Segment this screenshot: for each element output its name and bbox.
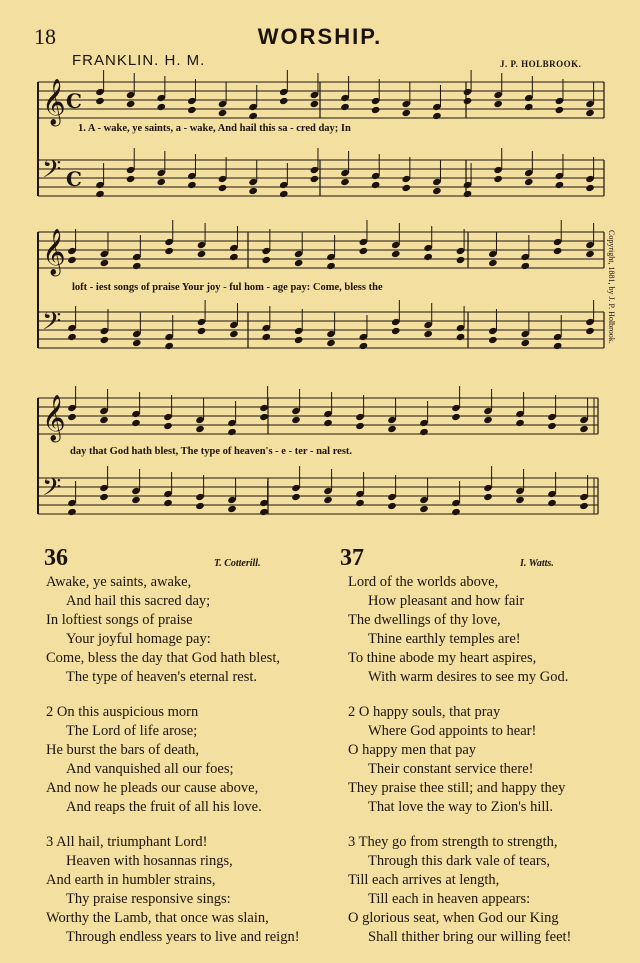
note-head bbox=[579, 425, 589, 433]
note-head bbox=[195, 502, 205, 510]
hymn-line: Your joyful homage pay: bbox=[66, 631, 211, 647]
note-head bbox=[261, 333, 271, 341]
note-head bbox=[132, 339, 142, 347]
hymn-line: Till each in heaven appears: bbox=[368, 891, 531, 907]
bass-clef-icon: 𝄢 bbox=[42, 307, 62, 342]
note-head bbox=[493, 175, 503, 183]
note-head bbox=[259, 508, 269, 516]
note-head bbox=[371, 106, 381, 114]
hymn-line: To thine abode my heart aspires, bbox=[348, 650, 537, 666]
note-head bbox=[488, 336, 498, 344]
hymn-line: 3 All hail, triumphant Lord! bbox=[46, 834, 208, 850]
note-head bbox=[67, 413, 77, 421]
note-head bbox=[126, 175, 136, 183]
note-head bbox=[463, 190, 473, 198]
hymn-line: He burst the bars of death, bbox=[46, 742, 200, 758]
note-head bbox=[359, 342, 369, 350]
stanza bbox=[348, 833, 571, 947]
bass-clef-icon: 𝄢 bbox=[42, 473, 62, 508]
hymn-line: 2 O happy souls, that pray bbox=[348, 704, 501, 720]
note-head bbox=[248, 187, 258, 195]
note-head bbox=[323, 419, 333, 427]
note-head bbox=[279, 190, 289, 198]
lyric-line-3: day that God hath blest, The type of heaven's - e - ter - nal rest. bbox=[70, 446, 353, 457]
note-head bbox=[67, 508, 77, 516]
note-head bbox=[419, 428, 429, 436]
hymn-line: Shall thither bring our willing feet! bbox=[368, 929, 572, 945]
note-head bbox=[163, 499, 173, 507]
stanza bbox=[348, 573, 571, 687]
hymn-author-37: I. Watts. bbox=[520, 558, 554, 569]
note-head bbox=[456, 256, 466, 264]
hymn-line: Awake, ye saints, awake, bbox=[46, 574, 192, 590]
hymn-line: In loftiest songs of praise bbox=[46, 612, 193, 628]
note-head bbox=[131, 419, 141, 427]
common-time-icon: C bbox=[66, 167, 82, 191]
hymn-line: O glorious seat, when God our King bbox=[348, 910, 559, 926]
note-head bbox=[451, 508, 461, 516]
hymn-line: With warm desires to see my God. bbox=[368, 669, 569, 685]
note-head bbox=[355, 499, 365, 507]
section-title: WORSHIP. bbox=[257, 24, 383, 49]
hymn-line: Come, bless the day that God hath blest, bbox=[46, 650, 280, 666]
note-head bbox=[493, 100, 503, 108]
lyric-line-1: 1. A - wake, ye saints, a - wake, And hail this sa - cred day; In bbox=[78, 123, 351, 134]
hymn-line: And hail this sacred day; bbox=[66, 593, 211, 609]
hymn-line: And now he pleads our cause above, bbox=[46, 780, 259, 796]
note-head bbox=[585, 184, 595, 192]
note-head bbox=[131, 496, 141, 504]
note-head bbox=[156, 178, 166, 186]
note-head bbox=[483, 416, 493, 424]
note-head bbox=[156, 103, 166, 111]
note-head bbox=[340, 103, 350, 111]
note-head bbox=[326, 339, 336, 347]
hymn-36-text bbox=[46, 573, 300, 963]
hymn-line: Thine earthly temples are! bbox=[368, 631, 521, 647]
hymn-line: They praise thee still; and happy they bbox=[348, 780, 566, 796]
note-head bbox=[355, 422, 365, 430]
tune-name: FRANKLIN. H. M. bbox=[72, 52, 206, 69]
note-head bbox=[451, 413, 461, 421]
hymn-line: Till each arrives at length, bbox=[348, 872, 500, 888]
note-head bbox=[401, 184, 411, 192]
note-head bbox=[132, 262, 142, 270]
note-head bbox=[100, 336, 110, 344]
hymn-line: Through this dark vale of tears, bbox=[368, 853, 551, 869]
note-head bbox=[520, 262, 530, 270]
note-head bbox=[99, 416, 109, 424]
hymn-line: And earth in humbler strains, bbox=[46, 872, 216, 888]
hymn-line: That love the way to Zion's hill. bbox=[368, 799, 554, 815]
note-head bbox=[67, 256, 77, 264]
note-head bbox=[227, 505, 237, 513]
note-head bbox=[164, 342, 174, 350]
note-head bbox=[456, 333, 466, 341]
hymn-line: The type of heaven's eternal rest. bbox=[66, 669, 258, 685]
page-number: 18 bbox=[34, 24, 56, 49]
note-head bbox=[218, 109, 228, 117]
note-head bbox=[229, 253, 239, 261]
note-head bbox=[100, 259, 110, 267]
copyright-text: Copyright, 1881, by J. P. Holbrook. bbox=[607, 230, 616, 344]
note-head bbox=[579, 502, 589, 510]
bass-clef-icon: 𝄢 bbox=[42, 155, 62, 190]
note-head bbox=[323, 496, 333, 504]
hymn-line: Worthy the Lamb, that once was slain, bbox=[46, 910, 269, 926]
hymn-author-36: T. Cotterill. bbox=[214, 558, 261, 569]
note-head bbox=[359, 247, 369, 255]
note-head bbox=[340, 178, 350, 186]
note-head bbox=[524, 178, 534, 186]
hymn-line: Heaven with hosannas rings, bbox=[66, 853, 233, 869]
note-head bbox=[227, 428, 237, 436]
note-head bbox=[555, 106, 565, 114]
note-head bbox=[585, 327, 595, 335]
note-head bbox=[95, 97, 105, 105]
note-head bbox=[195, 425, 205, 433]
hymn-line: Through endless years to live and reign! bbox=[66, 929, 300, 945]
note-head bbox=[259, 413, 269, 421]
hymn-number-36: 36 bbox=[44, 545, 68, 571]
note-head bbox=[432, 187, 442, 195]
note-head bbox=[524, 103, 534, 111]
note-head bbox=[387, 502, 397, 510]
note-head bbox=[585, 250, 595, 258]
hymn-line: O happy men that pay bbox=[348, 742, 477, 758]
note-head bbox=[553, 247, 563, 255]
note-head bbox=[463, 97, 473, 105]
note-head bbox=[294, 259, 304, 267]
note-head bbox=[488, 259, 498, 267]
hymn-line: The Lord of life arose; bbox=[66, 723, 198, 739]
note-head bbox=[391, 327, 401, 335]
note-head bbox=[515, 496, 525, 504]
note-head bbox=[310, 175, 320, 183]
note-head bbox=[291, 416, 301, 424]
note-head bbox=[187, 181, 197, 189]
note-head bbox=[164, 247, 174, 255]
note-head bbox=[419, 505, 429, 513]
note-head bbox=[432, 112, 442, 120]
stanza bbox=[46, 703, 300, 817]
note-head bbox=[95, 190, 105, 198]
note-head bbox=[483, 493, 493, 501]
note-head bbox=[553, 342, 563, 350]
hymn-line: Where God appoints to hear! bbox=[368, 723, 537, 739]
note-head bbox=[197, 250, 207, 258]
stanza bbox=[348, 703, 571, 817]
note-head bbox=[555, 181, 565, 189]
hymn-line: The dwellings of thy love, bbox=[348, 612, 501, 628]
note-head bbox=[423, 253, 433, 261]
treble-clef-icon: 𝄞 bbox=[42, 79, 66, 125]
note-head bbox=[279, 97, 289, 105]
note-head bbox=[401, 109, 411, 117]
note-head bbox=[99, 493, 109, 501]
hymn-line: Their constant service there! bbox=[368, 761, 534, 777]
note-head bbox=[218, 184, 228, 192]
note-head bbox=[423, 330, 433, 338]
note-head bbox=[520, 339, 530, 347]
stanza bbox=[46, 833, 300, 947]
note-head bbox=[67, 333, 77, 341]
lyric-line-2: loft - iest songs of praise Your joy - ful hom - age pay: Come, bless the bbox=[72, 282, 383, 293]
note-head bbox=[126, 100, 136, 108]
note-head bbox=[391, 250, 401, 258]
treble-clef-icon: 𝄞 bbox=[42, 395, 66, 441]
common-time-icon: C bbox=[66, 89, 82, 113]
note-head bbox=[197, 327, 207, 335]
note-head bbox=[547, 499, 557, 507]
note-head bbox=[229, 330, 239, 338]
hymn-line: Lord of the worlds above, bbox=[348, 574, 499, 590]
hymn-number-37: 37 bbox=[340, 545, 364, 571]
note-head bbox=[294, 336, 304, 344]
note-head bbox=[585, 109, 595, 117]
note-head bbox=[515, 419, 525, 427]
hymn-line: Thy praise responsive sings: bbox=[66, 891, 231, 907]
note-head bbox=[547, 422, 557, 430]
treble-clef-icon: 𝄞 bbox=[42, 229, 66, 275]
note-head bbox=[291, 493, 301, 501]
note-head bbox=[310, 100, 320, 108]
note-head bbox=[371, 181, 381, 189]
hymn-line: 2 On this auspicious morn bbox=[46, 704, 199, 720]
hymn-37-text bbox=[348, 573, 571, 963]
hymn-line: How pleasant and how fair bbox=[368, 593, 525, 609]
note-head bbox=[387, 425, 397, 433]
hymn-line: 3 They go from strength to strength, bbox=[348, 834, 558, 850]
stanza bbox=[46, 573, 300, 687]
composer-credit: J. P. HOLBROOK. bbox=[500, 59, 582, 69]
note-head bbox=[261, 256, 271, 264]
note-head bbox=[248, 112, 258, 120]
note-head bbox=[187, 106, 197, 114]
hymn-line: And vanquished all our foes; bbox=[66, 761, 234, 777]
hymn-line: And reaps the fruit of all his love. bbox=[66, 799, 262, 815]
note-head bbox=[163, 422, 173, 430]
note-head bbox=[326, 262, 336, 270]
